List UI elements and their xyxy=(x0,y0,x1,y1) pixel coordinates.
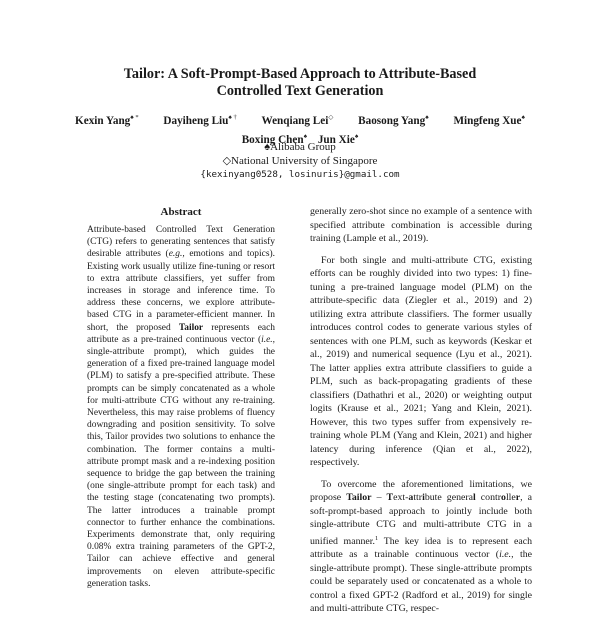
abstract-emphasis: i.e., xyxy=(261,334,275,345)
footnote-marker[interactable]: 1 xyxy=(375,534,379,542)
abstract-text: Attribute-based Controlled Text Generation (CTG) refers to generating sentences that satisfy desirable attributes ( xyxy=(87,225,275,260)
body-text: To overcome the aforementioned limitations, we propose xyxy=(310,478,532,503)
acronym-letter: o xyxy=(501,492,506,503)
body-paragraph xyxy=(310,478,532,616)
body-text: – xyxy=(371,492,387,503)
acronym-letter: i xyxy=(422,492,425,503)
body-text: ext- xyxy=(393,492,409,503)
affiliation-mark: ♠ xyxy=(521,114,525,121)
abstract-body xyxy=(87,224,275,590)
abstract-heading: Abstract xyxy=(160,206,202,218)
affiliation-mark: ♠ † xyxy=(228,114,237,121)
intro-column xyxy=(310,205,532,624)
affiliation-mark: ♠ xyxy=(425,114,429,121)
acronym-letter: r xyxy=(515,492,521,503)
abstract-text: single-attribute prompt), which guides the generation of a fixed pre-trained language model (PLM) to satisfy a pre-specified attribute. These prompts can be simply concatenated as a whole for multi-attribute CTG without any re-training. Nevertheless, this may raise problems of fluency downgrading and position sensitivity. To solve this, Tailor provides two solutions to enhance the combination. The former contains a multi-attribute prompt mask and a re-indexing position sequence to bridge the gap between the training (one single-attribute prompt for each task) and the testing stage (concatenating two prompts). The latter introduces a trainable prompt connector to further enhance the combinations. Experiments demonstrate that, only requiring 0.08% extra training parameters of the GPT-2, Tailor can achieve effective and general improvements on eleven attribute-specific generation tasks. xyxy=(87,347,275,589)
author-name: Wenqiang Lei xyxy=(261,115,329,127)
body-text: ttr xyxy=(413,492,423,503)
method-name: Tailor xyxy=(178,322,204,333)
affiliation-mark: ♠ * xyxy=(130,114,139,121)
contact-email: {kexinyang0528, losinuris}@gmail.com xyxy=(200,169,400,180)
author-name: Mingfeng Xue xyxy=(453,115,522,127)
affiliations xyxy=(0,140,600,182)
method-name: Tailor xyxy=(346,492,372,503)
author-name: Kexin Yang xyxy=(75,115,131,127)
body-emphasis: i.e., xyxy=(499,549,514,560)
body-text: contr xyxy=(475,492,502,503)
affiliation-mark: ♠ xyxy=(303,133,308,140)
affiliation-alibaba: ♠Alibaba Group xyxy=(264,141,336,153)
body-text: , a soft-prompt-based approach to jointly include both single-attribute CTG and multi-attribute CTG in a unified manner. xyxy=(310,492,533,547)
abstract-emphasis: e.g., xyxy=(168,249,185,260)
author-row-1 xyxy=(0,110,600,129)
affiliation-nus: ◇National University of Singapore xyxy=(222,155,378,167)
author-name: Boxing Chen xyxy=(241,134,304,146)
affiliation-mark: ♠ xyxy=(354,133,359,140)
acronym-letter: l xyxy=(473,492,476,503)
abstract-text: represents each attribute as a pre-trained continuous vector ( xyxy=(87,322,275,345)
author xyxy=(453,115,525,127)
author xyxy=(262,115,334,127)
body-paragraph: generally zero-shot since no example of a sentence with specified attribute combination is accessible during training (Lample et al., 2019). xyxy=(310,206,532,244)
body-text: lle xyxy=(505,492,516,503)
title-line-1: Tailor: A Soft-Prompt-Based Approach to Attribute-Based xyxy=(123,66,477,82)
body-text: the single-attribute prompt). These single-attribute prompts could be separately used or concatenated as a whole to control a fixed GPT-2 (Radford et al., 2019) for single and multi-attribute CTG, respec- xyxy=(310,549,532,614)
title-line-2: Controlled Text Generation xyxy=(216,83,384,99)
author xyxy=(358,115,429,127)
author xyxy=(75,115,139,127)
affiliation-mark: ◇ xyxy=(328,114,334,121)
body-text: The key idea is to represent each attribute as a trainable continuous vector ( xyxy=(310,535,532,560)
acronym-letter: T xyxy=(386,492,394,503)
author-name: Baosong Yang xyxy=(358,115,426,127)
abstract-text: emotions and topics). Existing work usually utilize fine-tuning or resort to extra attribute classifiers, yet suffer from increases in storage and inference time. To address these concerns, we explore attribute-based CTG in a parameter-efficient manner. In short, the proposed xyxy=(87,249,275,333)
body-paragraph: For both single and multi-attribute CTG, existing efforts can be roughly divided into two types: 1) fine-tuning a pre-trained language model (PLM) on the attribute-specific data (Ziegler et al., 2019) and 2) utilizing extra attribute classifiers. The former usually introduces control codes to generate various styles of sentences with one PLM, such as keywords (Keskar et al., 2019) and numerical sequence (Lyu et al., 2021). The latter applies extra attribute classifiers to guide a PLM, such as back-propagating gradients of these classifiers (Dathathri et al., 2020) or weighting output logits (Krause et al., 2021; Yang and Klein, 2021). However, this two types suffer from expensively re-training whole PLM (Yang and Klein, 2021) and higher latency during inference (Qian et al., 2022), respectively. xyxy=(310,254,532,468)
body-text: bute genera xyxy=(424,492,474,503)
acronym-letter: a xyxy=(408,492,414,503)
author-name: Jun Xie xyxy=(317,134,355,146)
paper-title xyxy=(0,66,600,100)
author xyxy=(163,115,236,127)
author-name: Dayiheng Liu xyxy=(163,115,229,127)
